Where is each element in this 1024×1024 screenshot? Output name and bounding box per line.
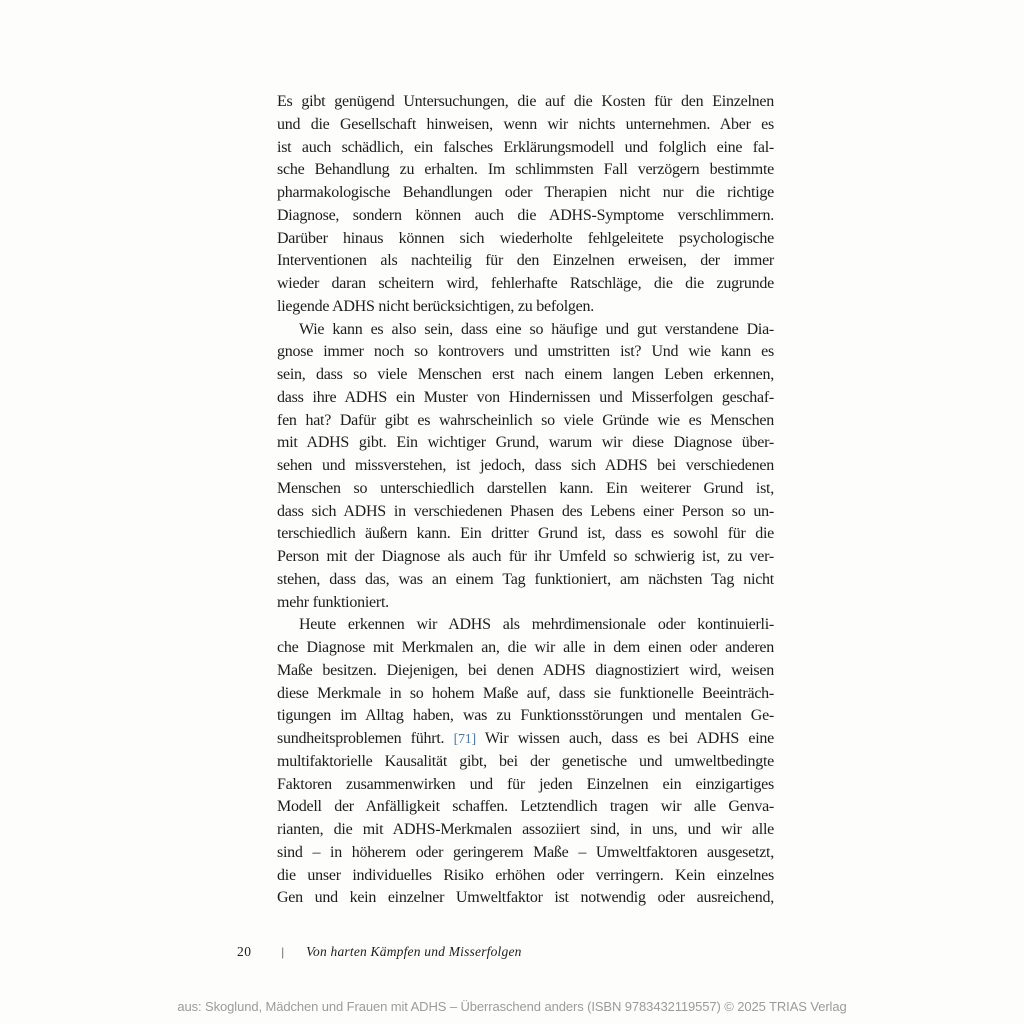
text-line-with-reference [277,728,774,751]
text-line: Modell der Anfälligkeit schaffen. Letztendlich tragen wir alle Genva- [277,798,774,816]
text-line: sehen und missverstehen, ist jedoch, dass sich ADHS bei verschiedenen [277,457,774,474]
text-line: diese Merkmale in so hohem Maße auf, dass sie funktionelle Beeinträch- [277,684,774,702]
text-line: mehr funktioniert. [277,593,389,611]
text-line: Diagnose, sondern können auch die ADHS-Symptome verschlimmern. [277,206,774,224]
page-number: 20 [237,944,252,959]
paragraph-2 [277,319,774,615]
page-footer [237,944,522,960]
text-line: sein, dass so viele Menschen erst nach einem langen Leben erkennen, [277,366,774,383]
text-segment: sundheitsproblemen führt. [277,730,454,747]
text-line: Heute erkennen wir ADHS als mehrdimensionale oder kontinuierli- [299,616,774,634]
paragraph-1 [277,91,774,319]
text-line: dass ihre ADHS ein Muster von Hindernissen und Misserfolgen geschaf- [277,388,774,406]
footer-separator: | [281,944,285,959]
footnote-reference-71[interactable]: [71] [453,732,476,747]
body-text [277,91,774,910]
text-line: fen hat? Dafür gibt es wahrscheinlich so viele Gründe wie es Menschen [277,411,774,429]
text-line: tigungen im Alltag haben, was zu Funktionsstörungen und mentalen Ge- [277,707,774,725]
text-line: und die Gesellschaft hinweisen, wenn wir nichts unternehmen. Aber es [277,115,774,133]
paragraph-3 [277,614,774,910]
text-line: Faktoren zusammenwirken und für jeden Einzelnen ein einzigartiges [277,775,774,793]
source-credit-line: aus: Skoglund, Mädchen und Frauen mit ADHS – Überraschend anders (ISBN 9783432119557) © 2025 TRIAS Verlag [177,999,847,1014]
text-line: che Diagnose mit Merkmalen an, die wir alle in dem einen oder anderen [277,639,774,656]
text-line: gnose immer noch so kontrovers und umstritten ist? Und wie kann es [277,343,774,361]
text-line: die unser individuelles Risiko erhöhen oder verringern. Kein einzelnes [277,866,774,884]
text-line: Gen und kein einzelner Umweltfaktor ist notwendig oder ausreichend, [277,889,774,907]
text-line: rianten, die mit ADHS-Merkmalen assoziiert sind, in uns, und wir alle [277,821,774,838]
text-line: pharmakologische Behandlungen oder Therapien nicht nur die richtige [277,184,774,201]
text-line: Menschen so unterschiedlich darstellen kann. Ein weiterer Grund ist, [277,479,774,497]
text-line: ist auch schädlich, ein falsches Erklärungsmodell und folglich eine fal- [277,138,774,156]
text-line: sche Behandlung zu erhalten. Im schlimmsten Fall verzögern bestimmte [277,161,774,179]
text-line: Wie kann es also sein, dass eine so häufige und gut verstandene Dia- [299,320,774,338]
text-line: terschiedlich äußern kann. Ein dritter Grund ist, dass es sowohl für die [277,525,774,543]
text-segment: Wir wissen auch, dass es bei ADHS eine [475,730,775,747]
text-line: Es gibt genügend Untersuchungen, die auf die Kosten für den Einzelnen [277,93,774,110]
text-line: Person mit der Diagnose als auch für ihr Umfeld so schwierig ist, zu ver- [277,548,774,565]
text-line: multifaktorielle Kausalität gibt, bei der genetische und umweltbedingte [277,752,774,770]
text-line: mit ADHS gibt. Ein wichtiger Grund, warum wir diese Diagnose über- [277,434,774,452]
chapter-title: Von harten Kämpfen und Misserfolgen [306,944,522,959]
text-line: wieder daran scheitern wird, fehlerhafte Ratschläge, die die zugrunde [277,275,774,292]
text-line: Darüber hinaus können sich wiederholte fehlgeleitete psychologische [277,229,774,247]
text-line: liegende ADHS nicht berücksichtigen, zu befolgen. [277,297,594,315]
text-line: Interventionen als nachteilig für den Einzelnen erweisen, der immer [277,252,774,270]
text-line: dass sich ADHS in verschiedenen Phasen des Lebens einer Person so un- [277,502,774,520]
text-line: Maße besitzen. Diejenigen, bei denen ADHS diagnostiziert wird, weisen [277,661,774,679]
text-line: sind – in höherem oder geringerem Maße – Umweltfaktoren ausgesetzt, [277,843,774,861]
text-line: stehen, dass das, was an einem Tag funktioniert, am nächsten Tag nicht [277,570,774,588]
